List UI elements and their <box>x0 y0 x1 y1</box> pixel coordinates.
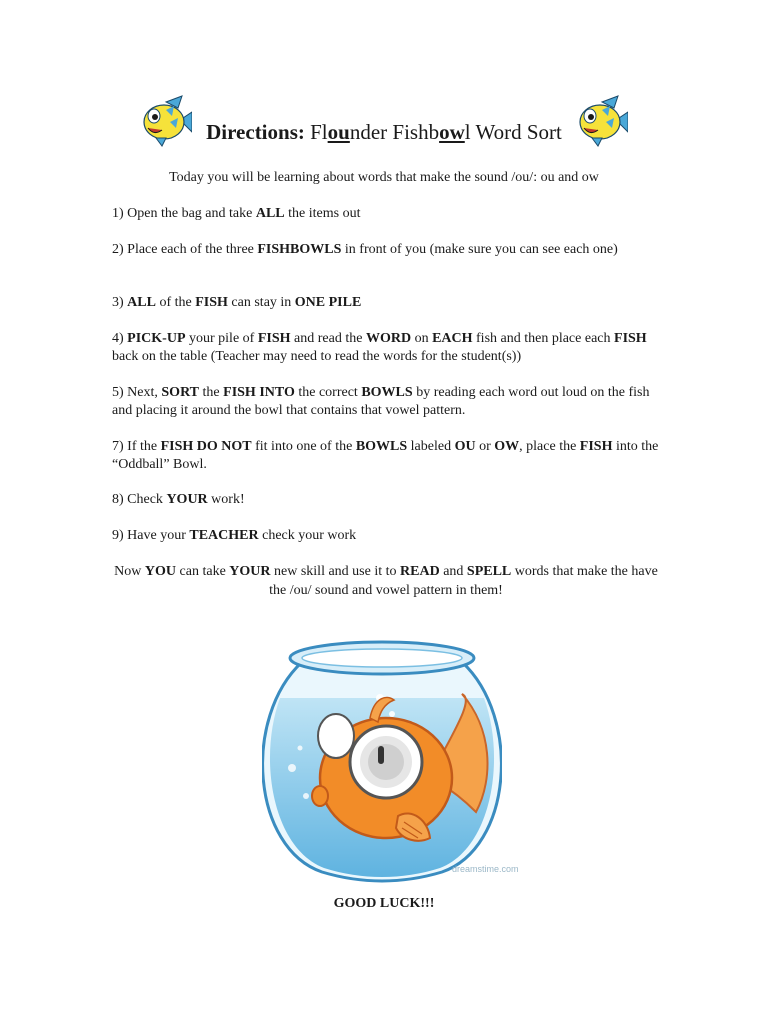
step-1: 1) Open the bag and take ALL the items out <box>112 206 361 221</box>
title-part: Fishb <box>392 120 440 144</box>
title-row <box>0 92 768 152</box>
closing-text: Now YOU can take YOUR new skill and use it to READ and SPELL words that make the have the /ou/ sound and vowel pattern in them! <box>114 564 658 598</box>
page-title <box>0 120 768 145</box>
title-part: l <box>464 120 471 144</box>
title-suffix: Word Sort <box>475 120 562 144</box>
fishbowl-illustration <box>262 628 502 884</box>
good-luck-text: GOOD LUCK!!! <box>333 896 435 911</box>
watermark: dreamstime.com <box>452 864 519 874</box>
step-7: 7) If the FISH DO NOT fit into one of the BOWLS labeled OU or OW, place the FISH into the “Oddball” Bowl. <box>112 439 659 472</box>
title-part: Fl <box>310 120 328 144</box>
step-9: 9) Have your TEACHER check your work <box>112 528 357 543</box>
title-label: Directions: <box>206 120 305 144</box>
intro-text: Today you will be learning about words that make the sound /ou/: ou and ow <box>169 170 599 185</box>
step-3: 3) ALL of the FISH can stay in ONE PILE <box>112 295 362 310</box>
step-5: 5) Next, SORT the FISH INTO the correct BOWLS by reading each word out loud on the fish and placing it around the bowl that contains that vowel pattern. <box>112 385 650 418</box>
step-4: 4) PICK-UP your pile of FISH and read the WORD on EACH fish and then place each FISH back on the table (Teacher may need to read the words for the student(s)) <box>112 331 647 364</box>
title-pattern: ow <box>439 120 465 144</box>
step-2: 2) Place each of the three FISHBOWLS in front of you (make sure you can see each one) <box>112 242 618 257</box>
title-pattern: ou <box>327 120 350 144</box>
title-part: nder <box>349 120 388 144</box>
step-8: 8) Check YOUR work! <box>112 492 245 507</box>
